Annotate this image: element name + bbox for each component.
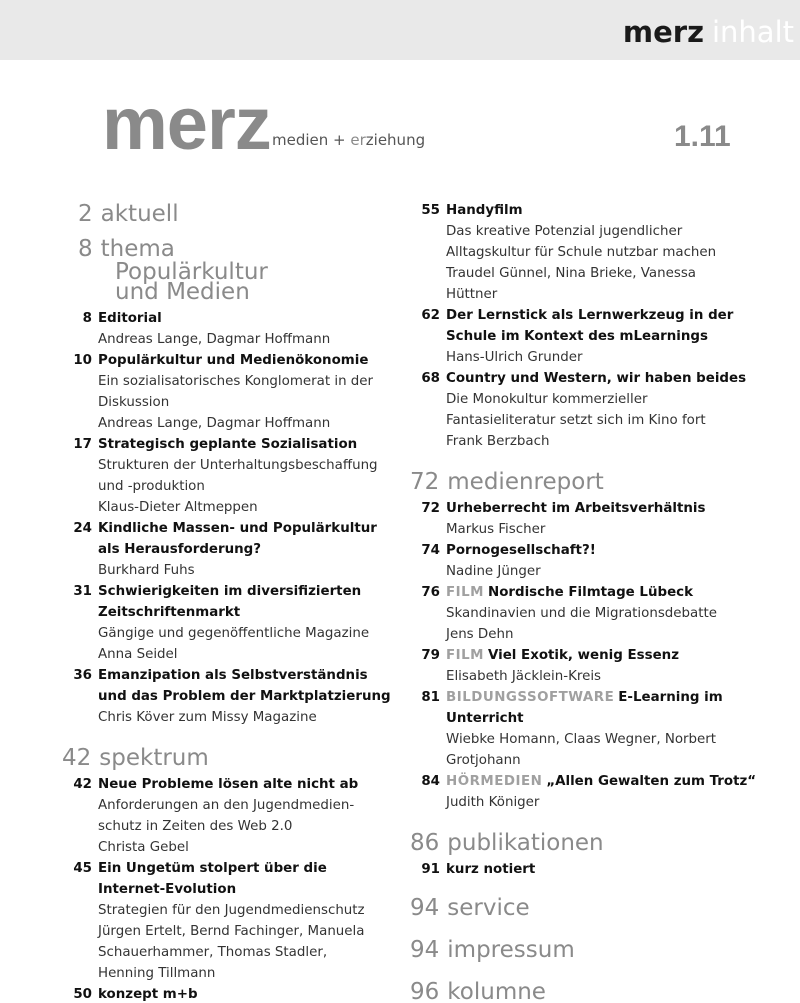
entry-title-cont: Unterricht: [446, 711, 524, 726]
entry-page: 8: [82, 311, 92, 326]
entry-page: 81: [421, 690, 440, 705]
section-page: 2: [78, 201, 93, 227]
entry-title: Populärkultur und Medienökonomie: [98, 353, 369, 368]
entry-page: 76: [421, 585, 440, 600]
entry-title: Der Lernstick als Lernwerkzeug in der: [446, 308, 734, 323]
entry-title: Nordische Filmtage Lübeck: [488, 585, 693, 600]
entry-title: Kindliche Massen- und Populärkultur: [98, 521, 377, 536]
tagline-part-c: ziehung: [365, 131, 426, 149]
entry-subtitle: Skandinavien und die Migrationsdebatte: [446, 606, 717, 621]
entry-subtitle: Gängige und gegenöffentliche Magazine: [98, 626, 370, 641]
entry-subtitle: Ein sozialisatorisches Konglomerat in der: [98, 374, 374, 389]
tagline-part-b: er: [350, 131, 366, 149]
toc-entry[interactable]: [62, 350, 402, 434]
entry-author: Jens Dehn: [446, 627, 514, 642]
toc-entry[interactable]: [410, 540, 770, 582]
toc-entry[interactable]: [410, 687, 770, 771]
entry-author: Andreas Lange, Dagmar Hoffmann: [98, 332, 331, 347]
toc-entry[interactable]: [410, 582, 770, 645]
toc-entry[interactable]: [410, 645, 770, 687]
toc-left-column: [62, 200, 402, 1003]
entry-title: Schwierigkeiten im diversifizierten: [98, 584, 362, 599]
section-page: 94: [410, 895, 440, 921]
toc-entry[interactable]: [62, 774, 402, 858]
section-kolumne[interactable]: [410, 978, 770, 1003]
entry-subtitle: Diskussion: [98, 395, 170, 410]
toc-entry[interactable]: [410, 305, 770, 368]
entry-author: Nadine Jünger: [446, 564, 541, 579]
entry-page: 24: [73, 521, 92, 536]
entry-title: Neue Probleme lösen alte nicht ab: [98, 777, 359, 792]
entry-category: FILM: [446, 648, 484, 663]
section-page: 96: [410, 979, 440, 1003]
toc-entry[interactable]: [62, 858, 402, 984]
section-label: publikationen: [447, 830, 604, 856]
entry-title: kurz notiert: [446, 862, 536, 877]
entry-author: Wiebke Homann, Claas Wegner, Norbert: [446, 732, 717, 747]
entry-title-cont: und das Problem der Marktplatzierung: [98, 689, 391, 704]
entry-author: Traudel Günnel, Nina Brieke, Vanessa: [446, 266, 697, 281]
entry-title-cont: als Herausforderung?: [98, 542, 262, 557]
section-publikationen[interactable]: [410, 829, 770, 857]
entry-page: 74: [421, 543, 440, 558]
entry-page: 79: [421, 648, 440, 663]
thema-subtitle-1: Populärkultur: [115, 259, 268, 285]
entry-page: 10: [73, 353, 92, 368]
top-bar: [0, 0, 800, 60]
section-label: impressum: [447, 937, 575, 963]
entry-title: Ein Ungetüm stolpert über die: [98, 861, 327, 876]
entry-subtitle: Strategien für den Jugendmedienschutz: [98, 903, 365, 918]
entry-page: 68: [421, 371, 440, 386]
entry-author: Henning Tillmann: [98, 966, 216, 981]
entry-title: Country und Western, wir haben beides: [446, 371, 747, 386]
page-header: [623, 12, 794, 52]
entry-page: 31: [73, 584, 92, 599]
entry-author: Andreas Lange, Dagmar Hoffmann: [98, 416, 331, 431]
header-brand: merz: [622, 15, 704, 49]
entry-author: Anna Seidel: [98, 647, 178, 662]
section-label: spektrum: [99, 745, 209, 771]
entry-page: 42: [73, 777, 92, 792]
toc-entry[interactable]: [62, 984, 402, 1003]
section-label: service: [447, 895, 530, 921]
entry-title: E-Learning im: [618, 690, 723, 705]
thema-subtitle-2: und Medien: [115, 279, 250, 305]
entry-subtitle: Das kreative Potenzial jugendlicher: [446, 224, 683, 239]
toc-entry[interactable]: [62, 308, 402, 350]
section-impressum[interactable]: [410, 936, 770, 964]
section-service[interactable]: [410, 894, 770, 922]
entry-page: 45: [73, 861, 92, 876]
entry-title: Strategisch geplante Sozialisation: [98, 437, 358, 452]
entry-author: Christa Gebel: [98, 840, 189, 855]
entry-author: Grotjohann: [446, 753, 521, 768]
entry-title: Emanzipation als Selbstverständnis: [98, 668, 368, 683]
toc-entry[interactable]: [62, 665, 402, 728]
entry-author: Judith Königer: [446, 795, 540, 810]
entry-page: 36: [73, 668, 92, 683]
toc-entry[interactable]: [62, 581, 402, 665]
entry-author: Frank Berzbach: [446, 434, 550, 449]
toc-entry[interactable]: [410, 771, 770, 813]
entry-author: Burkhard Fuhs: [98, 563, 195, 578]
toc-entry[interactable]: [410, 200, 770, 305]
toc-entry[interactable]: [410, 859, 770, 880]
entry-author: Hüttner: [446, 287, 498, 302]
section-label: medienreport: [447, 469, 604, 495]
toc-entry[interactable]: [62, 434, 402, 518]
section-page: 42: [62, 745, 92, 771]
entry-title: Viel Exotik, wenig Essenz: [488, 648, 679, 663]
entry-category: BILDUNGSSOFTWARE: [446, 690, 615, 705]
issue-number: 1.11: [674, 120, 731, 153]
entry-subtitle: schutz in Zeiten des Web 2.0: [98, 819, 293, 834]
section-label: aktuell: [100, 201, 179, 227]
entry-page: 72: [421, 501, 440, 516]
entry-page: 84: [421, 774, 440, 789]
toc-entry[interactable]: [62, 518, 402, 581]
section-label: thema: [100, 236, 175, 262]
section-page: 72: [410, 469, 440, 495]
toc-right-column: [410, 200, 770, 1003]
entry-title: konzept m+b: [98, 987, 198, 1002]
section-page: 86: [410, 830, 440, 856]
merz-logo: merz: [102, 82, 271, 165]
entry-title: Handyfilm: [446, 203, 523, 218]
entry-title-cont: Schule im Kontext des mLearnings: [446, 329, 708, 344]
entry-page: 62: [421, 308, 440, 323]
logo-tagline: [272, 131, 425, 149]
entry-author: Schauerhammer, Thomas Stadler,: [98, 945, 328, 960]
entry-author: Elisabeth Jäcklein-Kreis: [446, 669, 602, 684]
entry-subtitle: und -produktion: [98, 479, 205, 494]
entry-title-cont: Zeitschriftenmarkt: [98, 605, 241, 620]
entry-page: 55: [421, 203, 440, 218]
entry-author: Hans-Ulrich Grunder: [446, 350, 583, 365]
entry-title: Urheberrecht im Arbeitsverhältnis: [446, 501, 706, 516]
tagline-part-a: medien +: [272, 131, 351, 149]
entry-author: Chris Köver zum Missy Magazine: [98, 710, 317, 725]
section-label: kolumne: [447, 979, 546, 1003]
entry-title: Pornogesellschaft?!: [446, 543, 596, 558]
entry-title: Editorial: [98, 311, 162, 326]
section-aktuell[interactable]: [78, 200, 402, 228]
entry-author: Klaus-Dieter Altmeppen: [98, 500, 258, 515]
entry-title-cont: Internet-Evolution: [98, 882, 237, 897]
entry-page: 17: [73, 437, 92, 452]
section-page: 8: [78, 236, 93, 262]
header-section: inhalt: [711, 15, 794, 49]
entry-category: HÖRMEDIEN: [446, 774, 543, 789]
entry-subtitle: Fantasieliteratur setzt sich im Kino fort: [446, 413, 706, 428]
section-medienreport[interactable]: [410, 468, 770, 496]
toc-entry[interactable]: [410, 368, 770, 452]
entry-subtitle: Alltagskultur für Schule nutzbar machen: [446, 245, 717, 260]
section-spektrum[interactable]: [62, 744, 402, 772]
section-page: 94: [410, 937, 440, 963]
entry-subtitle: Die Monokultur kommerzieller: [446, 392, 648, 407]
entry-subtitle: Anforderungen an den Jugendmedien-: [98, 798, 355, 813]
entry-category: FILM: [446, 585, 484, 600]
entry-author: Jürgen Ertelt, Bernd Fachinger, Manuela: [98, 924, 365, 939]
entry-title: „Allen Gewalten zum Trotz“: [546, 774, 757, 789]
entry-author: Markus Fischer: [446, 522, 546, 537]
toc-entry[interactable]: [410, 498, 770, 540]
entry-page: 50: [73, 987, 92, 1002]
entry-subtitle: Strukturen der Unterhaltungsbeschaffung: [98, 458, 378, 473]
entry-page: 91: [421, 862, 440, 877]
